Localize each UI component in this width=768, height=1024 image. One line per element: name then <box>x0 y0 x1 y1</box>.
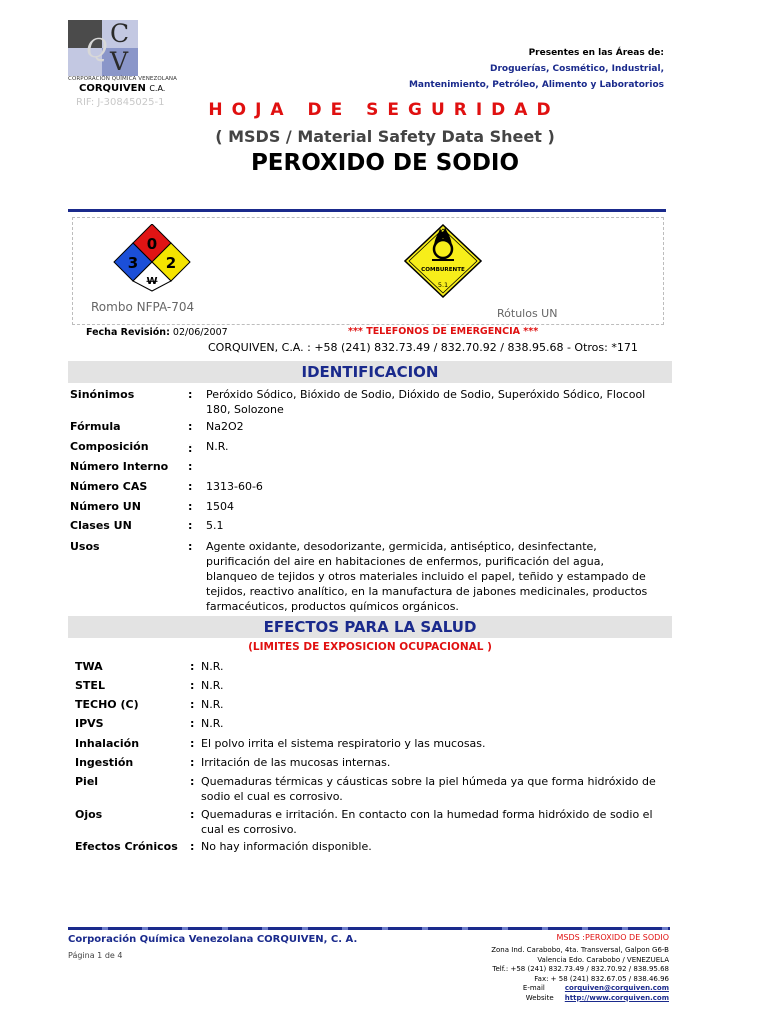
footer-divider <box>68 927 670 930</box>
footer-email-link[interactable]: corquiven@corquiven.com <box>564 984 669 992</box>
footer-phone: Telf.: +58 (241) 832.73.49 / 832.70.92 / 838.95.68 <box>492 965 669 973</box>
row-value: Irritación de las mucosas internas. <box>201 756 391 769</box>
row-colon: : <box>188 442 193 455</box>
revision-date <box>86 327 228 338</box>
revision-label: Fecha Revisión: <box>86 327 170 338</box>
nfpa-diamond <box>113 224 191 292</box>
row-value: Quemaduras térmicas y cáusticas sobre la piel húmeda ya que forma hidróxido de sodio el cual es corrosivo. <box>201 775 656 803</box>
row-colon: : <box>190 679 195 692</box>
footer-company: Corporación Química Venezolana CORQUIVEN, C. A. <box>68 934 358 945</box>
areas-line-2-text: Mantenimiento, Petróleo, Alimento y Laboratorios <box>408 80 664 90</box>
section-efectos-salud: EFECTOS PARA LA SALUD <box>68 616 672 638</box>
row-colon: : <box>188 388 193 401</box>
row-colon: : <box>190 717 195 730</box>
logo-caption: CORPORACIÓN QUÍMICA VENEZOLANA <box>68 76 178 82</box>
company-logo <box>68 20 172 76</box>
row-colon: : <box>188 480 193 493</box>
footer-msds: MSDS :PEROXIDO DE SODIO <box>556 933 669 942</box>
row-value: Agente oxidante, desodorizante, germicida, antiséptico, desinfectante, purificación del aire en habitaciones de enfermos, purificación del agua, blanqueo de tejidos y otros materiales incluido el papel, teñido y estampado de tejidos, reactivo analítico, en la manufactura de jabones medicinales, productos farmacéuticos, productos químicos orgánicos. <box>206 540 648 613</box>
footer-fax: Fax: + 58 (241) 832.67.05 / 838.46.96 <box>534 974 669 983</box>
logo-letter-v: V <box>110 47 129 76</box>
row-value: N.R. <box>201 660 224 673</box>
row-label: Inhalación <box>75 737 140 750</box>
row-value: N.R. <box>201 679 224 692</box>
footer-email-label: E-mail <box>522 984 545 992</box>
row-label: Efectos Crónicos <box>75 840 178 853</box>
emergency-title: *** TELEFONOS DE EMERGENCIA *** <box>348 326 539 337</box>
logo-name-text: CORQUIVEN <box>79 83 146 94</box>
row-label: IPVS <box>75 717 104 730</box>
un-caption: Rótulos UN <box>497 307 558 320</box>
row-value: N.R. <box>206 440 229 453</box>
row-label: Ingestión <box>75 756 134 769</box>
row-colon: : <box>190 737 195 750</box>
logo-name <box>79 83 165 94</box>
row-value: Na2O2 <box>206 420 244 433</box>
row-label: Número CAS <box>70 480 148 493</box>
areas-line-1 <box>490 61 664 77</box>
row-value: El polvo irrita el sistema respiratorio y las mucosas. <box>201 737 486 750</box>
logo-letter-q: Q <box>86 34 108 64</box>
row-value: 5.1 <box>206 519 224 532</box>
row-colon: : <box>190 660 195 673</box>
row-label: Ojos <box>75 808 103 821</box>
row-colon: : <box>188 519 193 532</box>
page-number: Página 1 de 4 <box>68 951 123 960</box>
row-colon: : <box>190 840 195 853</box>
row-colon: : <box>188 420 193 433</box>
row-label: STEL <box>75 679 105 692</box>
row-label: Usos <box>70 540 100 553</box>
footer-website-link[interactable]: http://www.corquiven.com <box>564 993 669 1002</box>
row-colon: : <box>188 500 193 513</box>
row-colon: : <box>188 540 193 553</box>
row-label: TECHO (C) <box>75 698 139 711</box>
footer-email-row <box>491 984 669 994</box>
row-colon: : <box>190 698 195 711</box>
logo-suffix: C.A. <box>149 84 166 93</box>
row-label: Sinónimos <box>70 388 135 401</box>
logo-letter-c: C <box>110 19 130 48</box>
row-label: Piel <box>75 775 99 788</box>
row-label: Fórmula <box>70 420 121 433</box>
nfpa-caption: Rombo NFPA-704 <box>91 300 195 314</box>
row-value: 1504 <box>206 500 234 513</box>
revision-value: 02/06/2007 <box>172 327 228 338</box>
row-label: Número UN <box>70 500 141 513</box>
nfpa-flammability-value: 0 <box>146 235 158 253</box>
un-label-class: 5.1 <box>437 281 449 289</box>
row-colon: : <box>188 460 193 473</box>
row-label: Número Interno <box>70 460 169 473</box>
product-name: PEROXIDO DE SODIO <box>250 150 520 176</box>
row-value: No hay información disponible. <box>201 840 372 853</box>
footer-address-line: Zona Ind. Carabobo, 4ta. Transversal, Galpon G6-B <box>491 946 669 954</box>
row-label: TWA <box>75 660 103 673</box>
areas-line-1-text: Droguerías, Cosmético, Industrial, <box>489 64 664 74</box>
areas-line-2 <box>409 77 664 93</box>
section-identificacion: IDENTIFICACION <box>68 361 672 383</box>
un-oxidizer-label <box>404 224 482 298</box>
emergency-phones: CORQUIVEN, C.A. : +58 (241) 832.73.49 / 832.70.92 / 838.95.68 - Otros: *171 <box>208 341 638 354</box>
rif-number: RIF: J-30845025-1 <box>76 97 165 108</box>
footer-web-row <box>491 994 669 1004</box>
nfpa-reactivity-value: 2 <box>165 254 177 272</box>
header-divider <box>68 209 666 212</box>
row-colon: : <box>190 775 195 788</box>
un-label-text: COMBURENTE <box>421 267 465 273</box>
section-subtitle: (LIMITES DE EXPOSICION OCUPACIONAL ) <box>248 641 492 653</box>
row-value: 1313-60-6 <box>206 480 263 493</box>
footer-address-line: Valencia Edo. Carabobo / VENEZUELA <box>537 955 669 964</box>
row-colon: : <box>190 808 195 821</box>
row-value: N.R. <box>201 698 224 711</box>
nfpa-special-value: W <box>146 276 158 287</box>
row-value: N.R. <box>201 717 224 730</box>
doc-title: HOJA DE SEGURIDAD <box>208 100 560 120</box>
footer-web-label: Website <box>525 993 554 1002</box>
footer-address <box>491 946 669 1003</box>
row-label: Clases UN <box>70 519 132 532</box>
areas-label: Presentes en las Áreas de: <box>528 48 664 58</box>
row-colon: : <box>190 756 195 769</box>
nfpa-health-value: 3 <box>127 254 139 272</box>
row-value: Quemaduras e irritación. En contacto con la humedad forma hidróxido de sodio el cual es corrosivo. <box>201 808 653 836</box>
row-label: Composición <box>70 440 149 453</box>
doc-subtitle: ( MSDS / Material Safety Data Sheet ) <box>215 127 555 146</box>
row-value: Peróxido Sódico, Bióxido de Sodio, Dióxido de Sodio, Superóxido Sódico, Flocool 180, Solozone <box>206 388 646 416</box>
